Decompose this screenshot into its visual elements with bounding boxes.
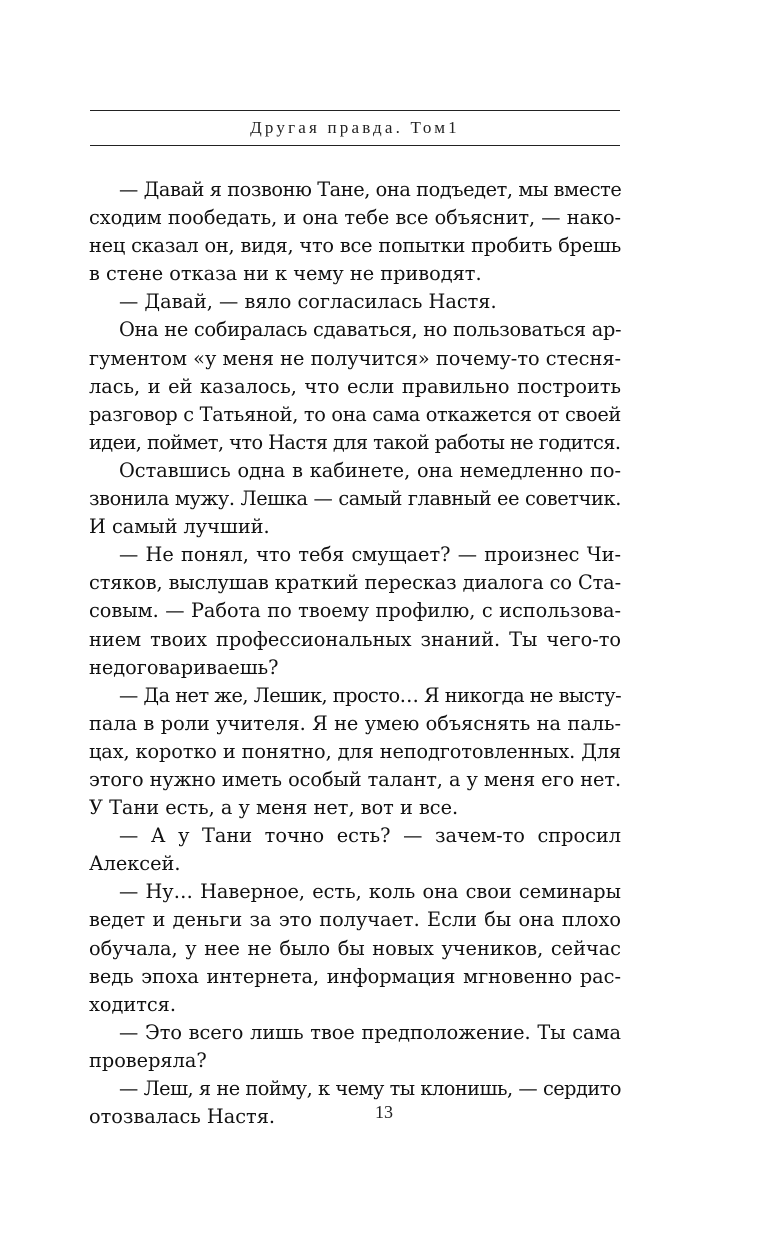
- text-line: недоговариваешь?: [89, 655, 279, 679]
- text-line: идеи, поймет, что Настя для такой работы не годится.: [89, 430, 621, 454]
- paragraph: [89, 288, 621, 316]
- text-line: проверяла?: [89, 1048, 207, 1072]
- paragraph: [89, 541, 621, 681]
- text-line: разговор с Татьяной, то она сама откажется от своей: [89, 402, 621, 426]
- text-line: — Леш, я не пойму, к чему ты клонишь, — сердито: [119, 1077, 621, 1100]
- text-line: нец сказал он, видя, что все попытки пробить брешь: [89, 234, 621, 258]
- text-line: ведет и деньги за это получает. Если бы она плохо: [89, 908, 621, 932]
- text-line: Она не собиралась сдаваться, но пользоваться ар-: [119, 318, 622, 342]
- text-line: обучала, у нее не было бы новых учеников, сейчас: [89, 936, 621, 960]
- text-line: лась, и ей казалось, что если правильно построить: [89, 374, 621, 398]
- text-line: У Тани есть, а у меня нет, вот и все.: [89, 796, 459, 820]
- text-line: отозвалась Настя.: [89, 1105, 275, 1129]
- body-text: [89, 176, 621, 1131]
- text-line: ходится.: [89, 992, 176, 1016]
- text-line: в стене отказа ни к чему не приводят.: [89, 262, 482, 286]
- text-line: — Это всего лишь твое предположение. Ты сама: [119, 1020, 621, 1044]
- text-line: — Да нет же, Лешик, просто… Я никогда не высту-: [119, 683, 622, 707]
- text-line: нием твоих профессиональных знаний. Ты чего-то: [89, 627, 621, 651]
- text-line: звонила мужу. Лешка — самый главный ее советчик.: [89, 487, 621, 511]
- text-line: этого нужно иметь особый талант, а у меня его нет.: [89, 767, 622, 791]
- text-line: совым. — Работа по твоему профилю, с использова-: [89, 599, 621, 623]
- text-line: Оставшись одна в кабинете, она немедленно по-: [119, 458, 621, 482]
- text-line: пала в роли учителя. Я не умею объяснять на паль-: [89, 711, 621, 735]
- text-line: — А у Тани точно есть? — зачем-то спросил: [119, 824, 621, 848]
- running-title: Другая правда. Том1: [250, 118, 460, 137]
- paragraph: [89, 1019, 621, 1075]
- paragraph: [89, 316, 621, 456]
- text-line: ведь эпоха интернета, информация мгновенно рас-: [89, 964, 621, 988]
- text-line: гументом «у меня не получится» почему-то стесня-: [89, 346, 621, 370]
- paragraph: [89, 682, 621, 822]
- text-line: сходим пообедать, и она тебе все объяснит, — нако-: [89, 206, 621, 230]
- text-line: — Не понял, что тебя смущает? — произнес Чи-: [119, 543, 621, 567]
- paragraph: [89, 457, 621, 541]
- header-rule-top: [90, 110, 620, 111]
- text-line: — Давай, — вяло согласилась Настя.: [119, 290, 497, 314]
- text-line: стяков, выслушав краткий пересказ диалога со Ста-: [89, 571, 621, 595]
- text-line: цах, коротко и понятно, для неподготовленных. Для: [89, 739, 621, 763]
- paragraph: [89, 176, 621, 288]
- text-line: — Ну… Наверное, есть, коль она свои семинары: [119, 880, 621, 904]
- header-rule-bottom: [90, 145, 620, 146]
- text-line: И самый лучший.: [89, 515, 270, 539]
- paragraph: [89, 822, 621, 878]
- page-number: 13: [375, 1102, 393, 1122]
- paragraph: [89, 878, 621, 1018]
- text-line: Алексей.: [89, 852, 181, 876]
- text-line: — Давай я позвоню Тане, она подъедет, мы вместе: [119, 178, 622, 201]
